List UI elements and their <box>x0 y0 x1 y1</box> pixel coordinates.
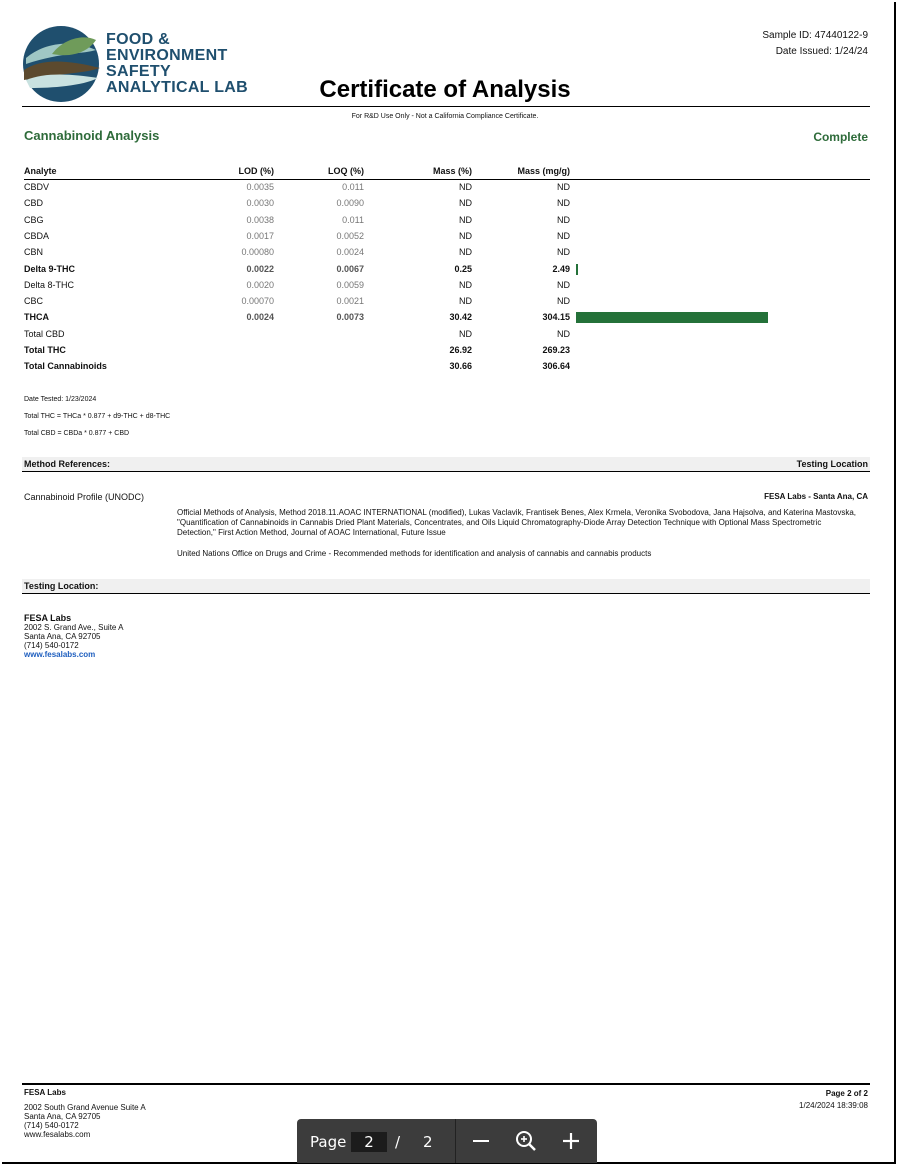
pdf-pager-toolbar <box>297 1119 597 1163</box>
mass-mg-cell: ND <box>557 182 570 192</box>
address-line-2: Santa Ana, CA 92705 <box>24 632 101 641</box>
table-row <box>24 195 870 211</box>
analyte-cell: CBN <box>24 247 44 258</box>
mass-pct-cell: 26.92 <box>449 345 472 355</box>
mass-mg-cell: ND <box>557 279 570 290</box>
mass-mg-cell: 269.23 <box>542 345 570 355</box>
mass-pct-cell: ND <box>459 279 472 290</box>
lod-cell: 0.0038 <box>246 214 274 225</box>
analyte-cell: Delta 9-THC <box>24 263 76 274</box>
logo-line: ENVIRONMENT <box>106 47 228 64</box>
lod-cell: 0.0020 <box>246 279 274 290</box>
table-row <box>24 358 870 374</box>
mass-pct-cell: ND <box>459 247 472 258</box>
section-title: Cannabinoid Analysis <box>24 128 160 143</box>
loq-cell: 0.0021 <box>336 296 364 307</box>
mass-pct-cell: ND <box>459 296 472 307</box>
col-loq: LOQ (%) <box>328 166 364 176</box>
mass-mg-cell: ND <box>557 296 570 307</box>
analyte-cell: CBDA <box>24 230 50 241</box>
method-reference-2: United Nations Office on Drugs and Crime - Recommended methods for identification and analysis of cannabis and cannabis products <box>177 549 652 558</box>
table-row <box>24 326 870 342</box>
testing-location-address <box>24 614 123 659</box>
page-separator: / <box>395 1133 401 1151</box>
mass-pct-cell: 30.66 <box>449 361 472 372</box>
mass-pct-cell: 0.25 <box>454 263 472 274</box>
zoom-in-icon[interactable] <box>512 1127 540 1155</box>
loq-cell: 0.0052 <box>336 230 364 241</box>
lod-cell: 0.00070 <box>241 296 274 307</box>
footer-page-number: Page 2 of 2 <box>825 1089 868 1098</box>
mass-pct-cell: ND <box>459 328 472 339</box>
method-references-band <box>22 457 870 472</box>
footer-phone: (714) 540-0172 <box>24 1121 79 1130</box>
sample-info <box>762 28 868 60</box>
mass-pct-cell: ND <box>459 230 472 241</box>
footer-page-info <box>799 1088 868 1112</box>
lod-cell: 0.0035 <box>246 182 274 192</box>
loq-cell: 0.0067 <box>336 263 364 274</box>
mass-bar <box>576 264 578 275</box>
loq-cell: 0.011 <box>342 182 364 192</box>
document-title: Certificate of Analysis <box>319 76 571 103</box>
testing-location-band <box>22 579 870 594</box>
mass-pct-cell: ND <box>459 198 472 209</box>
analyte-cell: THCA <box>24 312 49 323</box>
footer-address-1: 2002 South Grand Avenue Suite A <box>24 1103 146 1112</box>
total-cbd-formula: Total CBD = CBDa * 0.877 + CBD <box>24 430 130 437</box>
logo-line: ANALYTICAL LAB <box>106 79 248 96</box>
mass-pct-cell: 30.42 <box>449 312 472 323</box>
lod-cell: 0.0024 <box>246 312 274 323</box>
table-row <box>24 277 870 293</box>
col-mass-mg: Mass (mg/g) <box>517 166 570 176</box>
mass-mg-cell: ND <box>557 214 570 225</box>
analyte-cell: CBD <box>24 198 44 209</box>
sample-id: Sample ID: 47440122-9 <box>762 30 868 41</box>
date-tested: Date Tested: 1/23/2024 <box>24 396 97 403</box>
table-row <box>24 212 870 228</box>
table-row <box>24 261 870 277</box>
disclaimer: For R&D Use Only - Not a California Compliance Certificate. <box>351 113 539 120</box>
page-label: Page <box>310 1133 347 1151</box>
lod-cell: 0.00080 <box>241 247 274 258</box>
loq-cell: 0.011 <box>342 214 364 225</box>
col-analyte: Analyte <box>24 166 57 176</box>
mass-bar <box>576 312 768 323</box>
total-pages: 2 <box>423 1133 433 1151</box>
header-rule <box>22 106 870 107</box>
mass-pct-cell: ND <box>459 182 472 192</box>
col-mass-pct: Mass (%) <box>432 166 472 176</box>
footer-website: www.fesalabs.com <box>24 1130 91 1139</box>
logo-line: FOOD & <box>106 31 171 48</box>
current-page-input[interactable]: 2 <box>351 1132 387 1152</box>
footer-rule <box>22 1083 870 1085</box>
lod-cell: 0.0022 <box>246 263 274 274</box>
testing-location-heading: Testing Location: <box>24 581 99 591</box>
table-row <box>24 293 870 309</box>
table-header <box>24 163 870 180</box>
table-row <box>24 179 870 195</box>
toolbar-divider <box>455 1119 456 1163</box>
mass-mg-cell: ND <box>557 198 570 209</box>
method-references-label: Method References: <box>24 459 111 469</box>
mass-mg-cell: 304.15 <box>542 312 570 323</box>
analyte-cell: Delta 8-THC <box>24 279 75 290</box>
lod-cell: 0.0017 <box>246 230 274 241</box>
logo-line: SAFETY <box>106 63 171 80</box>
footer-lab-name: FESA Labs <box>24 1088 66 1097</box>
analyte-cell: CBG <box>24 214 44 225</box>
analyte-cell: Total CBD <box>24 328 65 339</box>
plus-icon[interactable] <box>557 1127 585 1155</box>
analyte-cell: CBC <box>24 296 44 307</box>
analyte-cell: Total THC <box>24 345 66 355</box>
table-row <box>24 244 870 260</box>
loq-cell: 0.0073 <box>336 312 364 323</box>
total-thc-formula: Total THC = THCa * 0.877 + d9-THC + d8-THC <box>24 413 171 420</box>
analyte-cell: Total Cannabinoids <box>24 361 107 372</box>
phone: (714) 540-0172 <box>24 641 79 650</box>
table-row <box>24 342 870 358</box>
mass-mg-cell: ND <box>557 230 570 241</box>
status-badge: Complete <box>813 130 868 144</box>
lab-name: FESA Labs <box>24 613 72 623</box>
col-lod: LOD (%) <box>238 166 274 176</box>
footer-address-2: Santa Ana, CA 92705 <box>24 1112 101 1121</box>
mass-pct-cell: ND <box>459 214 472 225</box>
mass-mg-cell: 306.64 <box>542 361 570 372</box>
website-link[interactable]: www.fesalabs.com <box>24 650 96 659</box>
address-line-1: 2002 S. Grand Ave., Suite A <box>24 623 124 632</box>
analyte-cell: CBDV <box>24 182 50 192</box>
zoom-out-icon[interactable] <box>467 1127 495 1155</box>
testing-location-label: Testing Location <box>796 459 868 469</box>
method-reference-1: Official Methods of Analysis, Method 2018.11.AOAC INTERNATIONAL (modified), Lukas Vaclavik, Frantisek Benes, Alex Krmela, Veronika Svobodova, Jana Hajsolva, and Katerina Mastovska, "Quantification of Cannabinoids in Cannabis Dried Plant Materials, Concentrates, and Oils Liquid Chromatography-Diode Array Detection Technique with Optional Mass Spectrometric Detection," First Action Method, Journal of AOAC International, Future Issue <box>177 508 856 537</box>
footer-address <box>24 1088 146 1139</box>
mass-mg-cell: ND <box>557 247 570 258</box>
method-location: FESA Labs - Santa Ana, CA <box>764 492 868 501</box>
table-row <box>24 309 870 325</box>
method-name: Cannabinoid Profile (UNODC) <box>24 492 145 502</box>
mass-mg-cell: 2.49 <box>552 263 570 274</box>
footer-timestamp: 1/24/2024 18:39:08 <box>799 1101 868 1110</box>
mass-mg-cell: ND <box>557 328 570 339</box>
loq-cell: 0.0024 <box>336 247 364 258</box>
date-issued: Date Issued: 1/24/24 <box>775 46 868 57</box>
loq-cell: 0.0090 <box>336 198 364 209</box>
lod-cell: 0.0030 <box>246 198 274 209</box>
table-row <box>24 228 870 244</box>
loq-cell: 0.0059 <box>336 279 364 290</box>
